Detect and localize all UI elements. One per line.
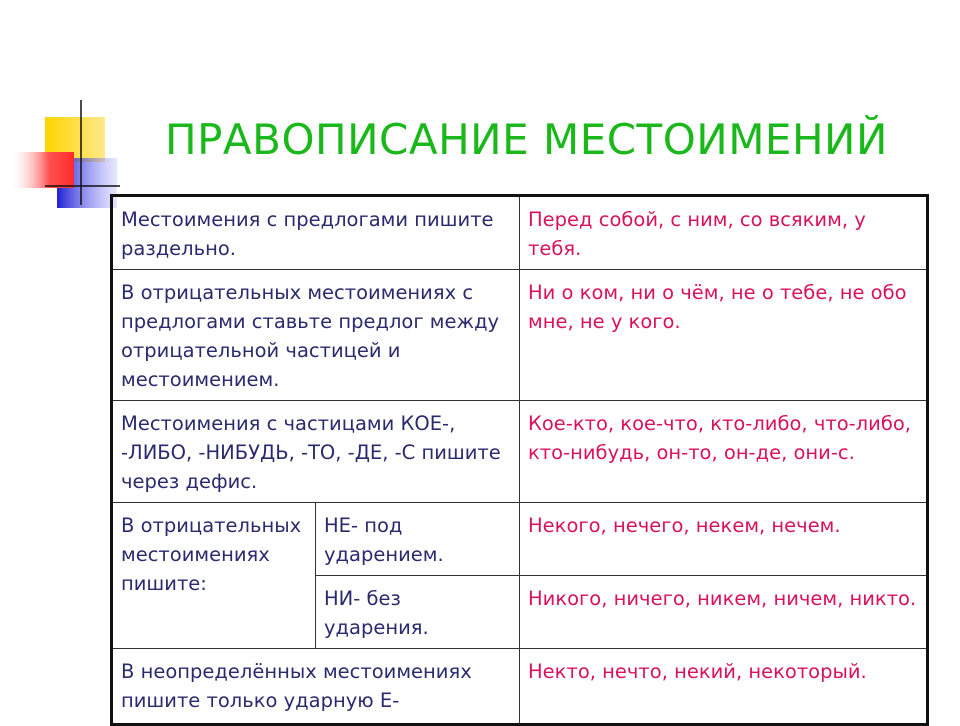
table-row [112,649,928,725]
rules-table [110,194,929,726]
example-cell: Ни о ком, ни о чём, не о тебе, не обо мне, не у кого. [520,270,928,401]
example-cell: Кое-кто, кое-что, кто-либо, что-либо, кто-нибудь, он-то, он-де, они-с. [520,401,928,503]
red-square [12,152,74,188]
table-row [112,270,928,401]
table-row [112,196,928,270]
rule-cell: Местоимения с частицами КОЕ-, -ЛИБО, -НИБУДЬ, -ТО, -ДЕ, -С пишите через дефис. [112,401,520,503]
rule-cell: Местоимения с предлогами пишите раздельно. [112,196,520,270]
rule-cell: В отрицательных местоимениях с предлогами ставьте предлог между отрицательной частицей и местоимением. [112,270,520,401]
example-cell: Некого, нечего, некем, нечем. [520,503,928,576]
decorative-squares [0,0,140,220]
example-cell: Никого, ничего, никем, ничем, никто. [520,576,928,649]
table-row [112,401,928,503]
example-cell: Перед собой, с ним, со всяким, у тебя. [520,196,928,270]
rule-cell: В неопределённых местоимениях пишите только ударную Е- [112,649,520,725]
page-title: ПРАВОПИСАНИЕ МЕСТОИМЕНИЙ [165,115,888,164]
rule-cell: В отрицательных местоимениях пишите: [112,503,316,649]
example-cell: Некто, нечто, некий, некоторый. [520,649,928,725]
table-row [112,503,928,576]
sub-rule-cell: НЕ- под ударением. [316,503,520,576]
sub-rule-cell: НИ- без ударения. [316,576,520,649]
